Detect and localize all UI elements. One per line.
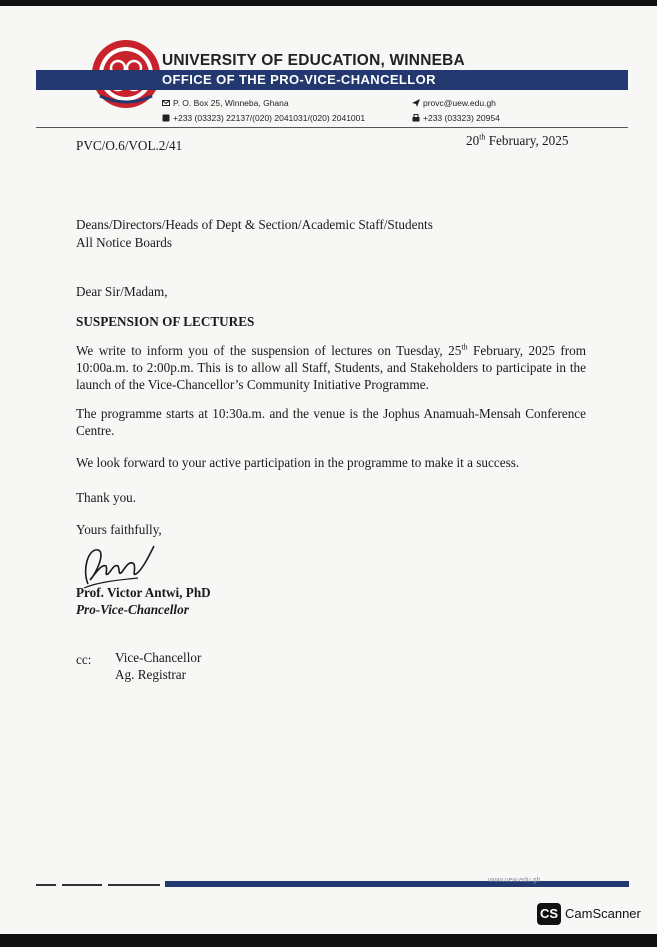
salutation: Dear Sir/Madam, — [76, 284, 168, 299]
office-title: OFFICE OF THE PRO-VICE-CHANCELLOR — [162, 72, 436, 87]
signatory-title: Pro-Vice-Chancellor — [76, 602, 189, 617]
camscanner-name: CamScanner — [565, 906, 641, 921]
letterhead-divider — [36, 127, 628, 128]
camscanner-logo-icon: CS — [537, 903, 561, 925]
cc-recipient-1: Vice-Chancellor — [115, 650, 202, 665]
address-text: P. O. Box 25, Winneba, Ghana — [173, 98, 289, 108]
closing-line: Yours faithfully, — [76, 522, 162, 537]
fax-line — [412, 113, 500, 123]
footer-dash — [62, 884, 102, 886]
send-icon — [412, 99, 420, 107]
email-text: provc@uew.edu.gh — [423, 98, 496, 108]
subject-heading: SUSPENSION OF LECTURES — [76, 314, 255, 329]
university-name: UNIVERSITY OF EDUCATION, WINNEBA — [162, 52, 465, 69]
paragraph-1: We write to inform you of the suspension of lectures on Tuesday, 25th February, 2025 from 10:00a.m. to 2:00p.m. This is to allow all Staff, Students, and Stakeholders to participate in the launch of the Vice-Chancellor’s Community Initiative Programme. — [76, 342, 586, 392]
letter-date: 20th February, 2025 — [466, 132, 569, 148]
cc-label: cc: — [76, 652, 92, 667]
recipient-line-1: Deans/Directors/Heads of Dept & Section/Academic Staff/Students — [76, 217, 433, 232]
footer-band — [165, 881, 629, 887]
phone-line — [162, 113, 365, 123]
recipient-line-2: All Notice Boards — [76, 235, 172, 250]
paragraph-3: We look forward to your active participation in the programme to make it a success. — [76, 455, 520, 470]
phone-text: +233 (03323) 22137/(020) 2041031/(020) 2041001 — [173, 113, 366, 123]
cc-recipient-2: Ag. Registrar — [115, 667, 187, 682]
screen-bottom-edge — [0, 934, 657, 947]
address-line — [162, 98, 289, 108]
footer-dash — [108, 884, 160, 886]
phone-icon — [162, 114, 170, 122]
thanks-line: Thank you. — [76, 490, 137, 505]
reference-number: PVC/O.6/VOL.2/41 — [76, 138, 183, 153]
signatory-name: Prof. Victor Antwi, PhD — [76, 585, 211, 600]
footer-website: www.uew.edu.gh — [488, 877, 541, 884]
email-line — [412, 98, 496, 108]
fax-text: +233 (03323) 20954 — [423, 113, 500, 123]
footer-dash — [36, 884, 56, 886]
mail-box-icon — [162, 99, 170, 107]
fax-icon — [412, 114, 420, 122]
paragraph-2: The programme starts at 10:30a.m. and the venue is the Jophus Anamuah-Mensah Conference Centre. — [76, 406, 586, 438]
